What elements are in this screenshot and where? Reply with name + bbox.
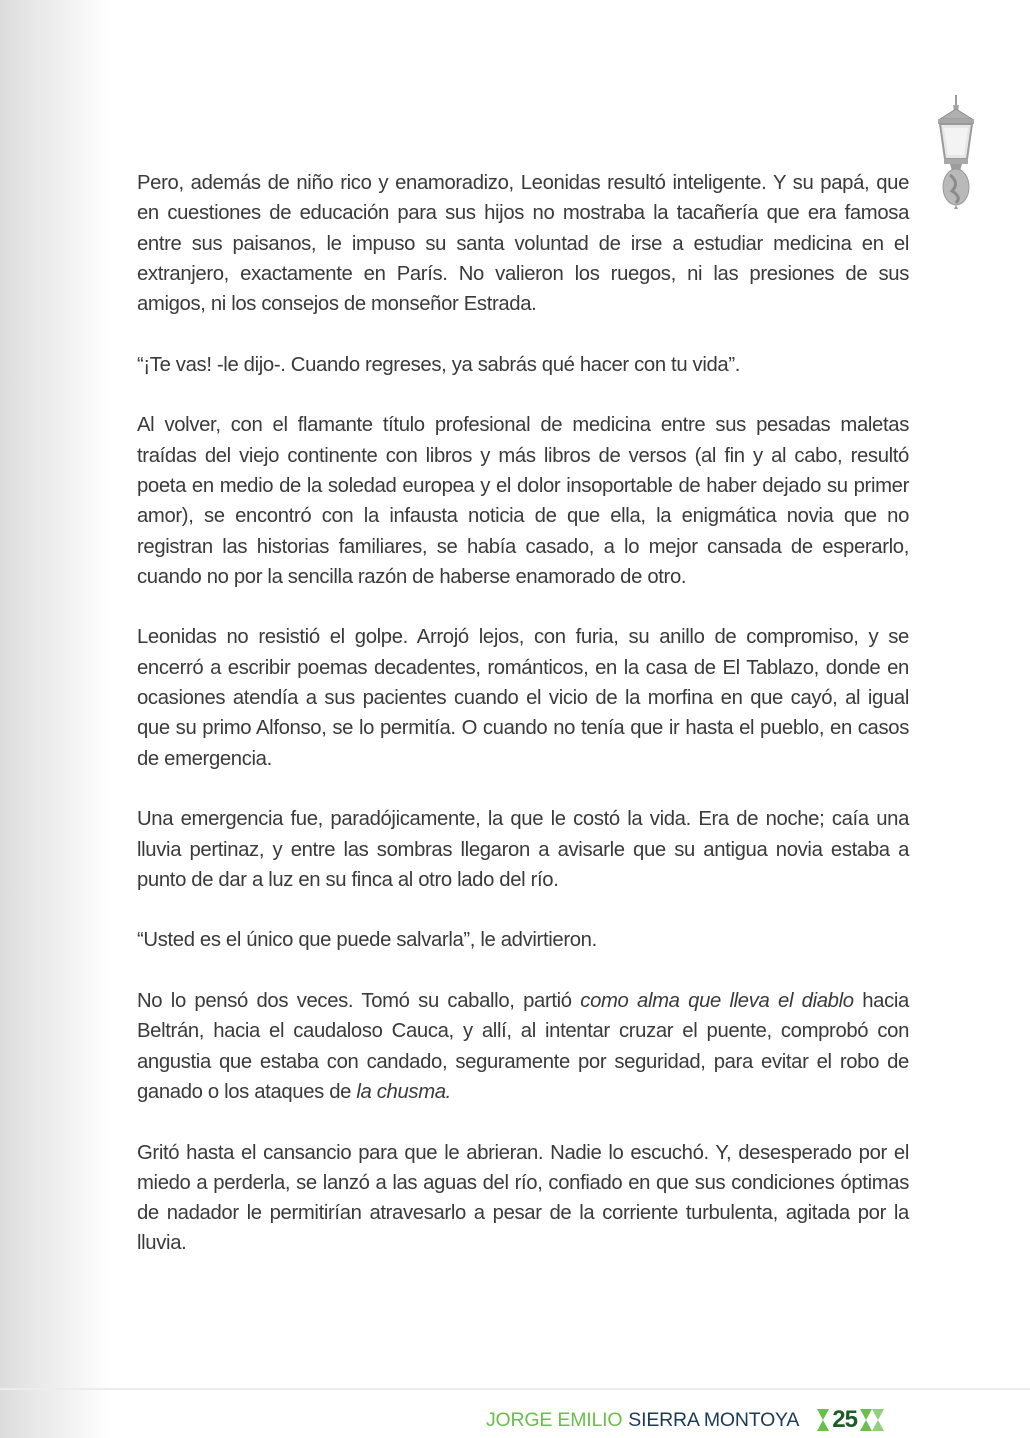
page-number: 25 [832, 1406, 857, 1433]
page-footer [486, 1405, 884, 1435]
hourglass-icon [817, 1409, 829, 1431]
paragraph-text: hacia Beltrán, hacia el caudaloso Cauca, y allí, al intentar cruzar el puente, comprobó con angustia que estaba con candado, seguramente por seguridad, para evitar el robo de ganado o los ataques de [137, 990, 909, 1103]
paragraph [137, 410, 909, 592]
hourglass-icon [872, 1409, 884, 1431]
paragraph [137, 622, 909, 773]
paragraph-text: No lo pensó dos veces. Tomó su caballo, partió [137, 990, 581, 1013]
hourglass-icon [860, 1409, 872, 1431]
paragraph [137, 925, 909, 955]
paragraph-text: Al volver, con el flamante título profesional de medicina entre sus pesadas maletas traídas del viejo continente con libros y más libros de versos (al fin y al cabo, resultó poeta en medio de la soledad europea y el dolor insoportable de haber dejado su primer amor), se encontró con la infausta noticia de que ella, la enigmática novia que no registran las historias familiares, se había casado, a lo mejor cansada de esperarlo, cuando no por la sencilla razón de haberse enamorado de otro. [137, 414, 909, 588]
paragraph-text: Leonidas no resistió el golpe. Arrojó lejos, con furia, su anillo de compromiso, y se encerró a escribir poemas decadentes, románticos, en la casa de El Tablazo, donde en ocasiones atendía a sus pacientes cuando el vicio de la morfina en que cayó, al igual que su primo Alfonso, se lo permitía. O cuando no tenía que ir hasta el pueblo, en casos de emergencia. [137, 626, 909, 770]
paragraph-text: “Usted es el único que puede salvarla”, le advirtieron. [137, 929, 597, 952]
paragraph [137, 986, 909, 1107]
paragraph-text: Gritó hasta el cansancio para que le abrieran. Nadie lo escuchó. Y, desesperado por el miedo a perderla, se lanzó a las aguas del río, confiado en que sus condiciones óptimas de nadador le permitirían atravesarlo a pesar de la corriente turbulenta, agitada por la lluvia. [137, 1141, 909, 1255]
italic-text: como alma que lleva el diablo [580, 990, 854, 1013]
author-first-name: JORGE EMILIO [486, 1408, 623, 1431]
paragraph-text: Una emergencia fue, paradójicamente, la que le costó la vida. Era de noche; caía una lluvia pertinaz, y entre las sombras llegaron a avisarle que su antigua novia estaba a punto de dar a luz en su finca al otro lado del río. [137, 808, 909, 891]
author-last-name: SIERRA MONTOYA [628, 1408, 800, 1431]
footer-divider [0, 1388, 1030, 1390]
paragraph-text: “¡Te vas! -le dijo-. Cuando regreses, ya sabrás qué hacer con tu vida”. [137, 353, 741, 376]
italic-text: la chusma. [356, 1080, 451, 1103]
paragraph [137, 350, 909, 380]
paragraph-text: Pero, además de niño rico y enamoradizo, Leonidas resultó inteligente. Y su papá, que en cuestiones de educación para sus hijos no mostraba la tacañería que era famosa entre sus paisanos, le impuso su santa voluntad de irse a estudiar medicina en el extranjero, exactamente en París. No valieron los ruegos, ni las presiones de sus amigos, ni los consejos de monseñor Estrada. [137, 172, 909, 316]
paragraph [137, 804, 909, 895]
paragraph [137, 168, 909, 319]
page-gutter-shadow [0, 0, 110, 1438]
page-number-badge [817, 1406, 884, 1434]
wall-lantern-icon [930, 95, 982, 210]
paragraph [137, 1138, 909, 1259]
body-text [137, 168, 909, 1289]
